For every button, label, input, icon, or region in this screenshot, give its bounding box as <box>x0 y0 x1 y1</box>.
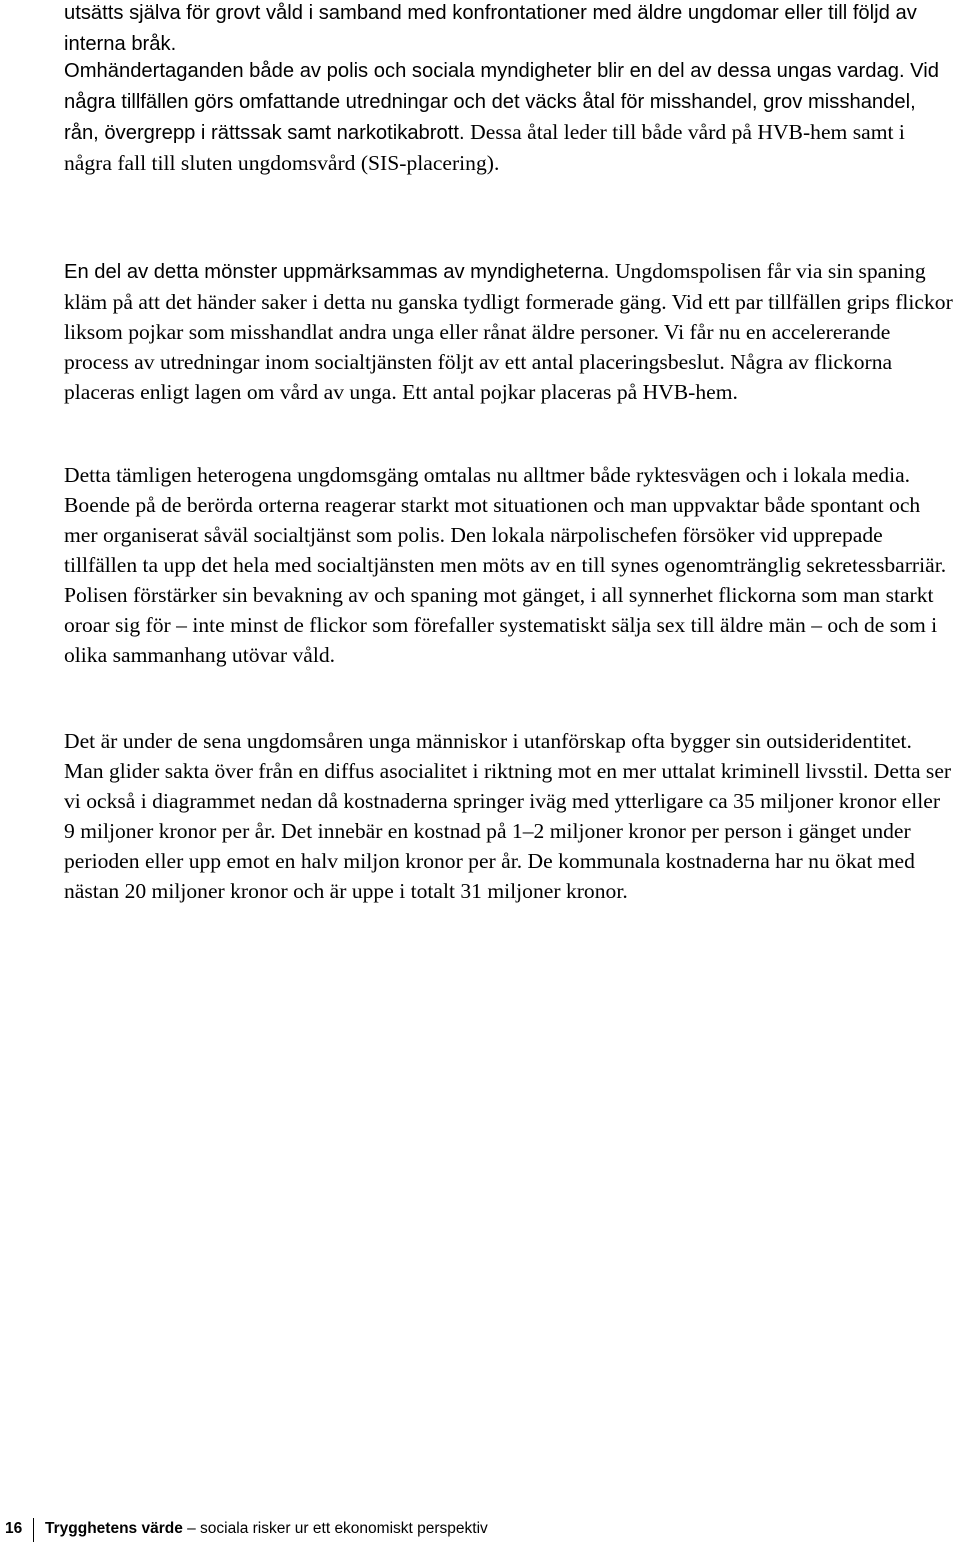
paragraph-text: utsätts själva för grovt våld i samband med konfrontationer med äldre ungdomar eller till följd av interna bråk. <box>64 2 917 55</box>
running-title <box>45 1514 488 1544</box>
paragraph-text: Omhändertaganden både av polis och sociala myndigheter blir en del av dessa ungas vardag. Vid några tillfällen görs omfattande utredningar och det väcks åtal för misshandel, grov misshandel, rån, övergrepp i rättssak samt narkotikabrott. <box>64 60 939 144</box>
paragraph-text: Dessa åtal leder till både vård på HVB-hem samt i några fall till sluten ungdomsvård (SIS-placering). <box>64 120 905 175</box>
paragraph <box>64 55 954 178</box>
paragraph-text: En del av detta mönster uppmärksammas av myndigheterna. <box>64 261 615 283</box>
page-number: 16 <box>5 1520 23 1537</box>
paragraph-text: Ungdomspolisen får via sin spaning kläm på att det händer saker i detta nu ganska tydligt formerade gäng. Vid ett par tillfällen grips flickor liksom pojkar som misshandlat andra unga eller rånat äldre personer. Vi får nu en accelererande process av utredningar inom socialtjänsten följt av ett antal placeringsbeslut. Några av flickorna placeras enligt lagen om vård av unga. Ett antal pojkar placeras på HVB-hem. <box>64 259 953 404</box>
page-footer <box>0 1514 960 1544</box>
paragraph-text: Det är under de sena ungdomsåren unga människor i utanförskap ofta bygger sin outsideridentitet. Man glider sakta över från en diffus asocialitet i riktning mot en mer uttalat kriminell livsstil. Detta ser vi också i diagrammet nedan då kostnaderna springer iväg med ytterligare ca 35 miljoner kronor eller 9 miljoner kronor per år. Det innebär en kostnad på 1–2 miljoner kronor per person i gänget under perioden eller upp emot en halv miljon kronor per år. De kommunala kostnaderna har nu ökat med nästan 20 miljoner kronor och är uppe i totalt 31 miljoner kronor. <box>64 729 952 903</box>
paragraph-text: Detta tämligen heterogena ungdomsgäng omtalas nu alltmer både ryktesvägen och i lokala media. Boende på de berörda orterna reagerar starkt mot situationen och man uppvaktar både spontant och mer organiserat såväl socialtjänst som polis. Den lokala närpolischefen försöker vid upprepade tillfällen ta upp det hela med socialtjänsten men möts av en till synes ogenomtränglig sekretessbarriär. Polisen förstärker sin bevakning av och spaning mot gänget, i all synnerhet flickorna som man starkt oroar sig för – inte minst de flickor som förefaller systematiskt sälja sex till äldre män – och de som i olika sammanhang utövar våld. <box>64 463 947 667</box>
paragraph <box>64 460 954 670</box>
running-title-rest: – sociala risker ur ett ekonomiskt perspektiv <box>182 1520 488 1537</box>
footer-divider <box>33 1518 34 1542</box>
running-title-bold: Trygghetens värde <box>45 1520 183 1537</box>
paragraph <box>64 726 954 906</box>
paragraph <box>64 0 954 59</box>
paragraph <box>64 256 954 407</box>
